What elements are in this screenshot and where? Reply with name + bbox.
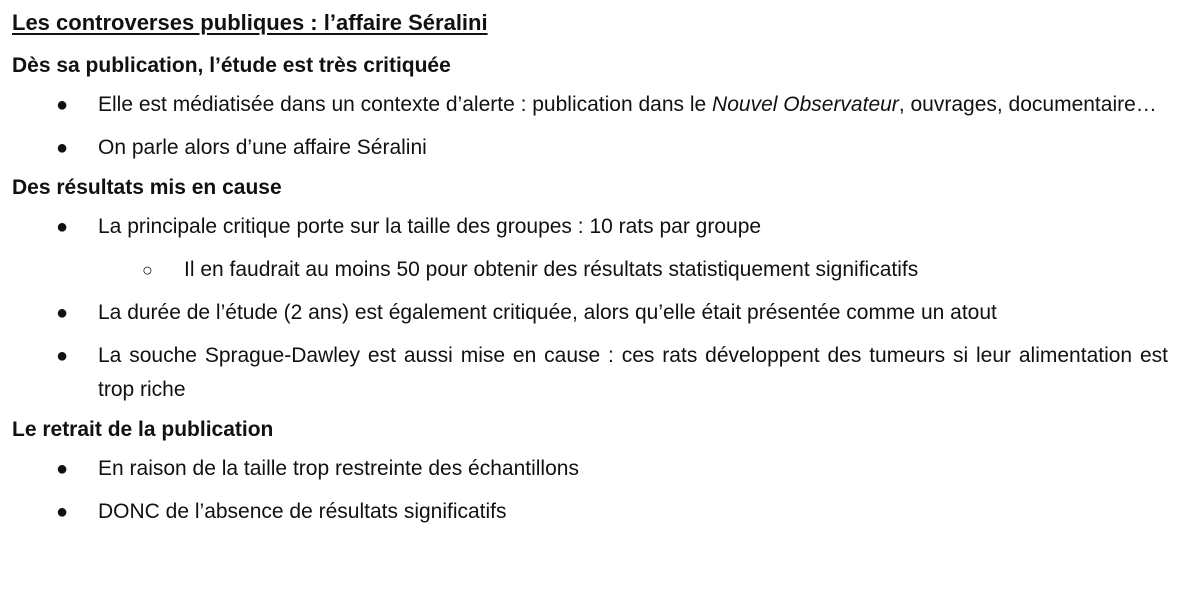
bullet-icon: ● [56,137,69,159]
list-item [12,495,1168,529]
bullet-list-retraction [12,452,1168,529]
list-item-text: La durée de l’étude (2 ans) est également critiquée, alors qu’elle était présentée comme un atout [98,301,997,324]
list-item-text: DONC de l’absence de résultats significatifs [98,500,507,523]
bullet-icon: ● [56,501,69,523]
bullet-icon: ● [56,302,69,324]
list-item-text: La souche Sprague-Dawley est aussi mise en cause : ces rats développent des tumeurs si leur alimentation est trop riche [98,344,1168,401]
sub-bullet-list [12,253,1168,287]
section-heading-publication: Dès sa publication, l’étude est très critiquée [12,54,451,77]
bullet-list-results-continued [12,296,1168,407]
bullet-icon: ● [56,94,69,116]
sub-list-item-text: Il en faudrait au moins 50 pour obtenir des résultats statistiquement significatifs [184,258,919,281]
list-item-text: La principale critique porte sur la taille des groupes : 10 rats par groupe [98,215,762,238]
list-item [12,131,1168,165]
list-item-text: En raison de la taille trop restreinte des échantillons [98,457,579,480]
bullet-icon: ● [56,216,69,238]
list-item [12,339,1168,407]
sub-list-item [12,253,1168,287]
list-item [12,296,1168,330]
sub-bullet-icon: ○ [142,260,153,280]
section-heading-retraction: Le retrait de la publication [12,418,274,441]
page-title: Les controverses publiques : l’affaire Séralini [12,10,488,35]
bullet-list-results [12,210,1168,244]
bullet-icon: ● [56,345,69,367]
list-item [12,88,1168,122]
list-item-text: , ouvrages, documentaire… [898,93,1157,116]
list-item [12,210,1168,244]
bullet-icon: ● [56,458,69,480]
list-item-italic-text: Nouvel Observateur [712,93,899,116]
list-item-text: Elle est médiatisée dans un contexte d’alerte : publication dans le [98,93,713,116]
section-heading-results: Des résultats mis en cause [12,176,282,199]
bullet-list-publication [12,88,1168,165]
list-item-text: On parle alors d’une affaire Séralini [98,136,427,159]
list-item [12,452,1168,486]
